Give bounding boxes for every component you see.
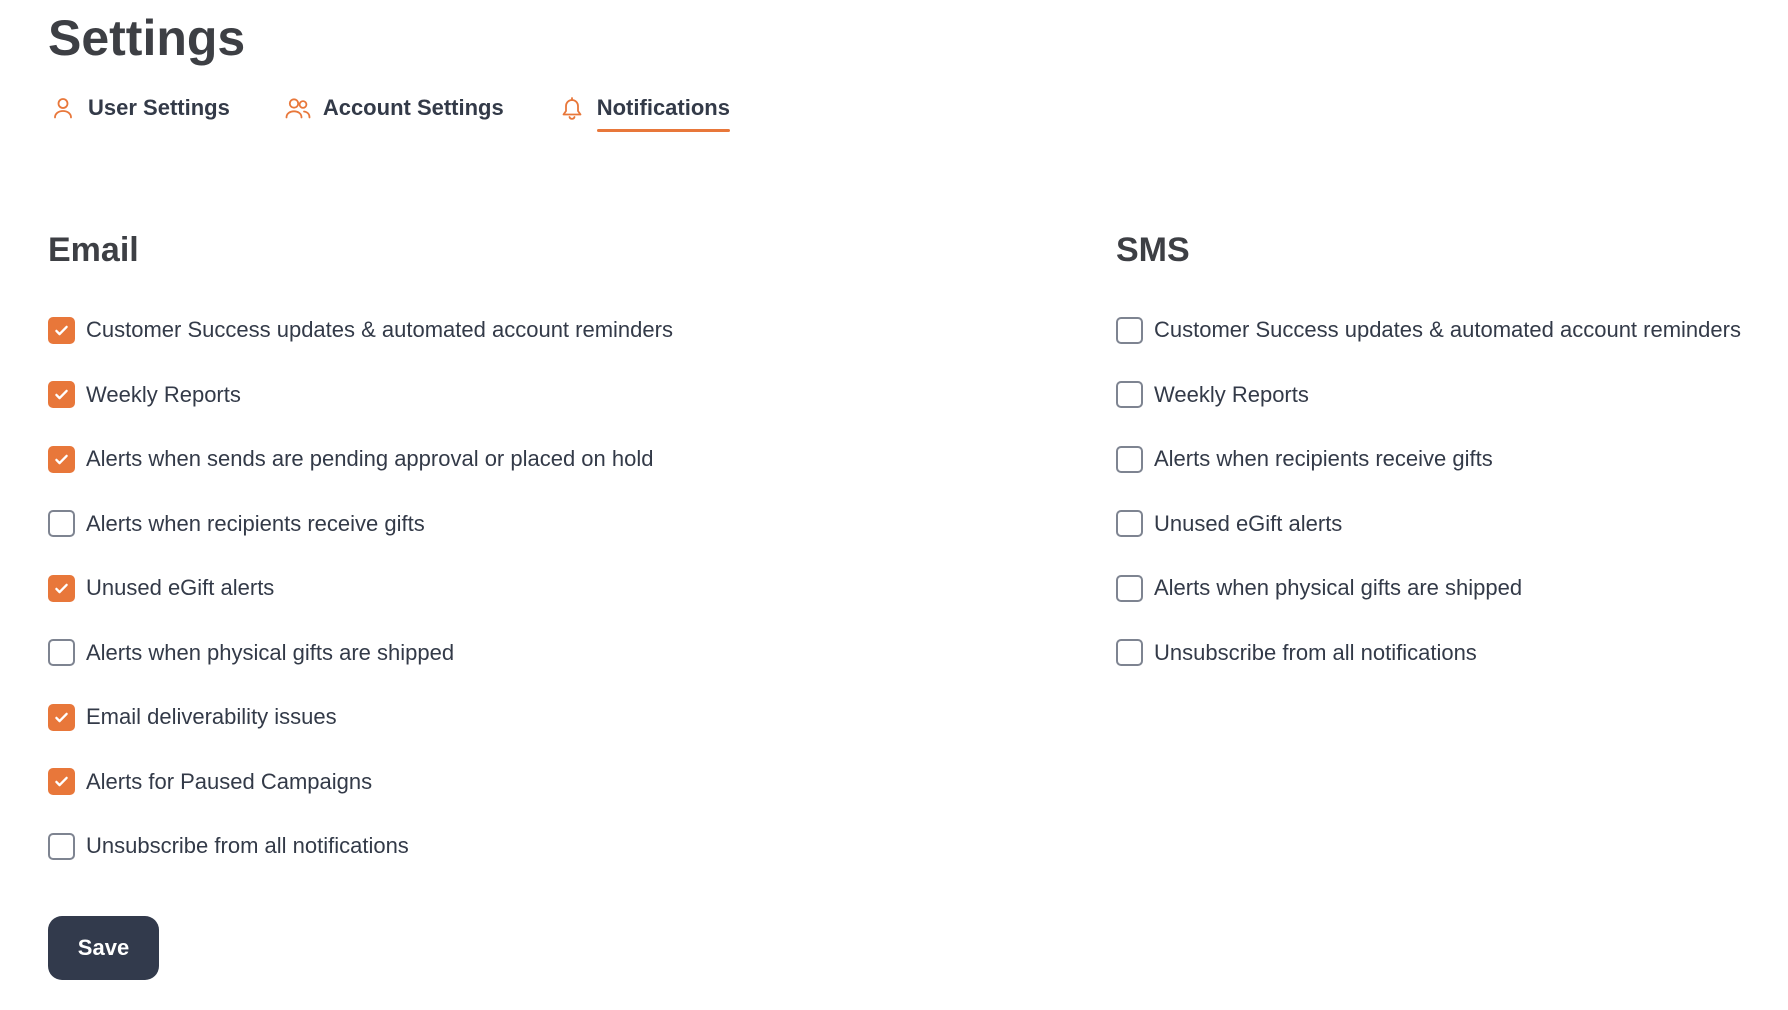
checkbox-unchecked[interactable] bbox=[1116, 575, 1143, 602]
sms-option[interactable] bbox=[1116, 492, 1741, 557]
email-option[interactable] bbox=[48, 685, 673, 750]
sms-option-label: Alerts when physical gifts are shipped bbox=[1154, 575, 1523, 601]
checkbox-checked[interactable] bbox=[48, 768, 75, 795]
sms-option[interactable] bbox=[1116, 621, 1741, 686]
tab-account-settings[interactable] bbox=[285, 90, 504, 126]
sms-section-title: SMS bbox=[1116, 231, 1190, 269]
users-icon bbox=[285, 95, 311, 121]
tab-account-settings-label: Account Settings bbox=[322, 95, 504, 120]
tab-notifications[interactable] bbox=[559, 90, 730, 126]
check-icon bbox=[53, 773, 70, 790]
sms-option-label: Weekly Reports bbox=[1154, 381, 1309, 407]
check-icon bbox=[53, 322, 70, 339]
email-option-label: Unused eGift alerts bbox=[86, 575, 275, 601]
sms-option[interactable] bbox=[1116, 298, 1741, 363]
tab-notifications-label: Notifications bbox=[597, 90, 730, 126]
save-button[interactable]: Save bbox=[48, 916, 159, 980]
sms-option-label: Unsubscribe from all notifications bbox=[1154, 639, 1477, 665]
checkbox-unchecked[interactable] bbox=[1116, 317, 1143, 344]
checkbox-checked[interactable] bbox=[48, 317, 75, 344]
email-option-label: Alerts when recipients receive gifts bbox=[86, 510, 425, 536]
email-option[interactable] bbox=[48, 814, 673, 879]
email-option[interactable] bbox=[48, 556, 673, 621]
bell-icon bbox=[559, 95, 585, 121]
check-icon bbox=[53, 386, 70, 403]
sms-option-label: Unused eGift alerts bbox=[1154, 510, 1343, 536]
email-option-label: Email deliverability issues bbox=[86, 704, 337, 730]
email-option-label: Customer Success updates & automated account reminders bbox=[86, 317, 673, 343]
tab-user-settings-label: User Settings bbox=[88, 95, 230, 120]
checkbox-unchecked[interactable] bbox=[1116, 446, 1143, 473]
sms-options-list bbox=[1116, 298, 1741, 685]
user-icon bbox=[50, 95, 76, 121]
checkbox-checked[interactable] bbox=[48, 704, 75, 731]
checkbox-unchecked[interactable] bbox=[48, 639, 75, 666]
check-icon bbox=[53, 709, 70, 726]
email-option-label: Alerts for Paused Campaigns bbox=[86, 768, 373, 794]
email-option-label: Alerts when physical gifts are shipped bbox=[86, 639, 455, 665]
email-section-title: Email bbox=[48, 231, 139, 269]
email-options-list bbox=[48, 298, 673, 879]
email-option-label: Unsubscribe from all notifications bbox=[86, 833, 409, 859]
checkbox-checked[interactable] bbox=[48, 381, 75, 408]
check-icon bbox=[53, 451, 70, 468]
checkbox-unchecked[interactable] bbox=[1116, 639, 1143, 666]
sms-option[interactable] bbox=[1116, 556, 1741, 621]
checkbox-unchecked[interactable] bbox=[1116, 510, 1143, 537]
checkbox-unchecked[interactable] bbox=[48, 833, 75, 860]
check-icon bbox=[53, 580, 70, 597]
email-section bbox=[48, 228, 673, 879]
sms-option-label: Customer Success updates & automated account reminders bbox=[1154, 317, 1741, 343]
email-option[interactable] bbox=[48, 750, 673, 815]
email-option[interactable] bbox=[48, 298, 673, 363]
checkbox-checked[interactable] bbox=[48, 575, 75, 602]
checkbox-checked[interactable] bbox=[48, 446, 75, 473]
sms-section bbox=[1116, 228, 1741, 685]
email-option[interactable] bbox=[48, 492, 673, 557]
email-option-label: Weekly Reports bbox=[86, 381, 241, 407]
page-title: Settings bbox=[48, 10, 246, 66]
tab-user-settings[interactable] bbox=[50, 90, 230, 126]
sms-option[interactable] bbox=[1116, 363, 1741, 428]
email-option[interactable] bbox=[48, 621, 673, 686]
sms-option[interactable] bbox=[1116, 427, 1741, 492]
checkbox-unchecked[interactable] bbox=[48, 510, 75, 537]
email-option[interactable] bbox=[48, 363, 673, 428]
sms-option-label: Alerts when recipients receive gifts bbox=[1154, 446, 1493, 472]
checkbox-unchecked[interactable] bbox=[1116, 381, 1143, 408]
settings-tabs bbox=[50, 90, 785, 138]
email-option[interactable] bbox=[48, 427, 673, 492]
email-option-label: Alerts when sends are pending approval or placed on hold bbox=[86, 446, 654, 472]
